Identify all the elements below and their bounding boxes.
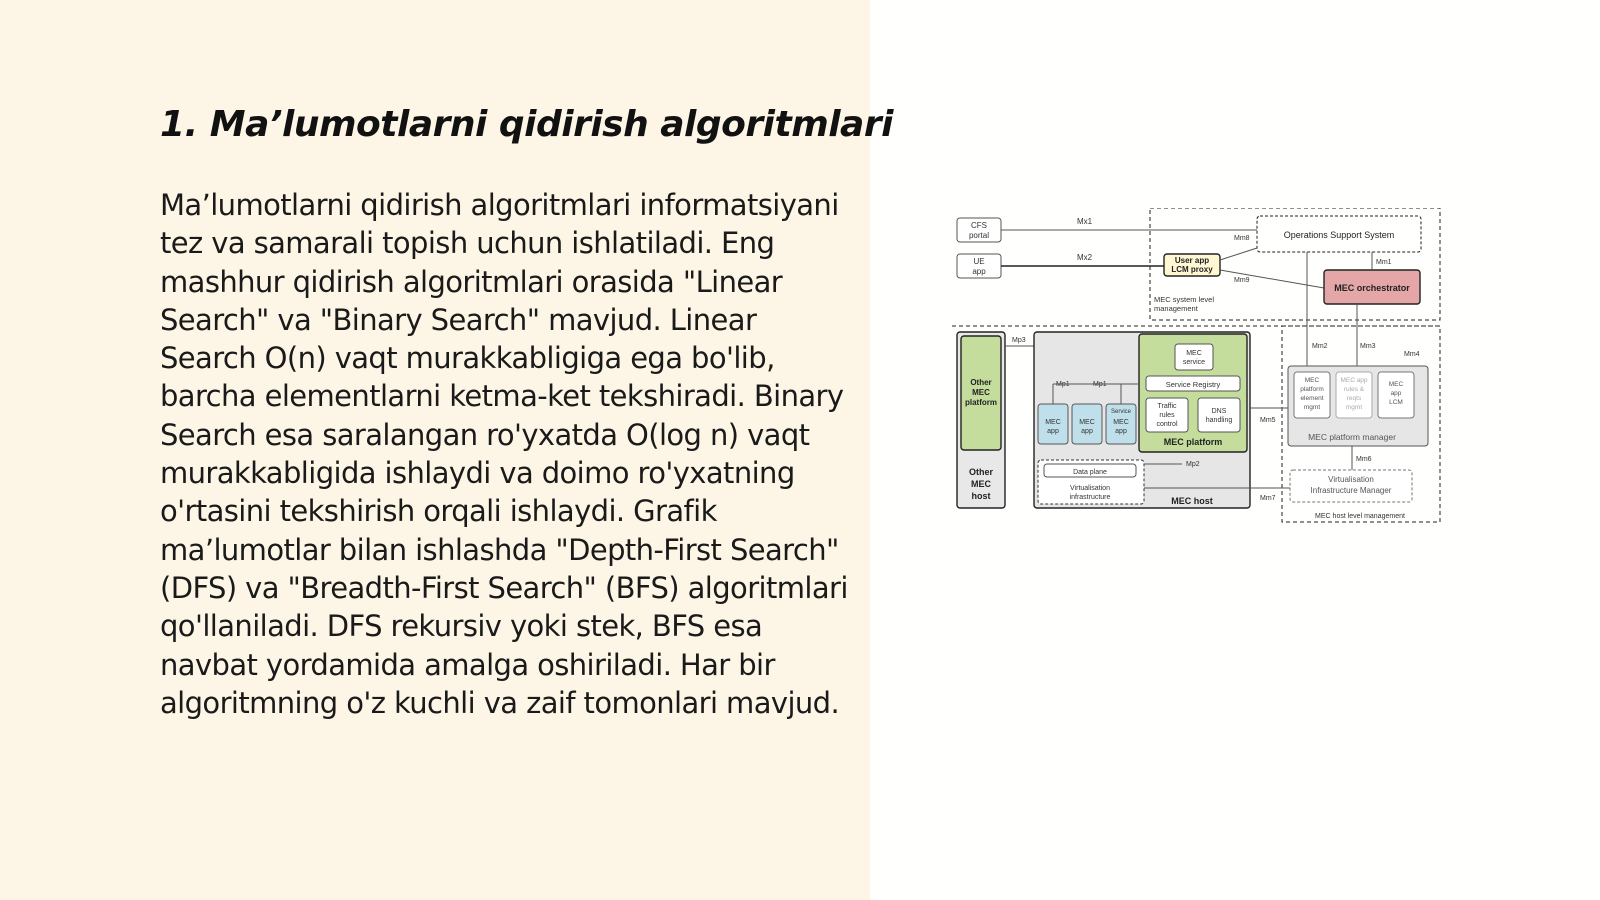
other-platform-label-1: Other (970, 378, 992, 387)
virt-infra-label-2: infrastructure (1069, 494, 1111, 501)
rrm-label-2: rules & (1343, 386, 1365, 393)
ref-mm1: Mm1 (1376, 259, 1392, 266)
dns-box (1198, 398, 1240, 432)
vim-label-2: Infrastructure Manager (1310, 486, 1392, 495)
mec-app-3-label-1: MEC (1113, 419, 1129, 426)
slide-body-text: Ma’lumotlarni qidirish algoritmlari informatsiyani tez va samarali topish uchun ishlatiladi. Eng mashhur qidirish algoritmlari orasida "Linear Search" va "Binary Search" mavjud. Linear Search O(n) vaqt murakkabligiga ega bo'lib, barcha elementlarni ketma-ket tekshiradi. Binary Search esa saralangan ro'yxatda O(log n) vaqt murakkabligida ishlaydi va doimo ro'yxatning o'rtasini tekshirish orqali ishlaydi. Grafik ma’lumotlar bilan ishlashda "Depth-First Search" (DFS) va "Breadth-First Search" (BFS) algoritmlari qo'llaniladi. DFS rekursiv yoki stek, BFS esa navbat yordamida amalga oshiriladi. Har bir algoritmning o'z kuchli va zaif tomonlari mavjud. (160, 188, 848, 720)
ref-mm5: Mm5 (1260, 417, 1276, 424)
proxy-label-1: User app (1174, 256, 1210, 265)
ref-mp2: Mp2 (1186, 461, 1200, 468)
ref-mx1: Mx1 (1077, 217, 1093, 226)
vim-label-1: Virtualisation (1328, 475, 1374, 484)
ref-mm6: Mm6 (1356, 456, 1372, 463)
ue-app-label-1: UE (973, 257, 985, 266)
cfs-portal-label-1: CFS (971, 221, 987, 230)
ue-app-label-2: app (972, 267, 986, 276)
mec-app-3-label-2: app (1115, 428, 1127, 435)
service-tag: Service (1110, 409, 1132, 415)
pem-label-4: mgmt (1303, 404, 1321, 411)
pem-label-1: MEC (1304, 377, 1320, 384)
other-platform-label-2: MEC (972, 388, 990, 397)
ref-mp3: Mp3 (1012, 337, 1026, 344)
data-plane-label: Data plane (1073, 469, 1107, 476)
ref-mm4: Mm4 (1404, 351, 1420, 358)
pem-label-2: platform (1300, 386, 1324, 393)
dns-label-2: handling (1205, 417, 1233, 424)
system-level-label-2: management (1154, 304, 1198, 313)
ref-mm2: Mm2 (1312, 343, 1328, 350)
other-platform-label-3: platform (965, 398, 997, 407)
lcm-label-2: app (1390, 390, 1402, 397)
system-level-label-1: MEC system level (1154, 295, 1215, 304)
traffic-label-2: rules (1159, 412, 1175, 419)
ref-mm3: Mm3 (1360, 343, 1376, 350)
traffic-label-3: control (1156, 421, 1178, 428)
virt-infra-label-1: Virtualisation (1070, 485, 1110, 492)
mec-architecture-diagram (952, 208, 1442, 528)
other-host-label-3: host (971, 491, 991, 501)
platform-manager-label: MEC platform manager (1308, 432, 1396, 442)
other-host-label-2: MEC (971, 479, 991, 489)
orchestrator-label: MEC orchestrator (1334, 283, 1410, 293)
mec-service-box (1175, 344, 1213, 370)
mec-platform-label: MEC platform (1163, 437, 1223, 447)
ref-mp1-a: Mp1 (1056, 381, 1070, 388)
mec-service-label-1: MEC (1186, 350, 1202, 357)
rrm-label-4: mgmt (1345, 404, 1363, 411)
lcm-label-3: LCM (1389, 399, 1403, 406)
dns-label-1: DNS (1211, 408, 1227, 415)
pem-label-3: element (1300, 395, 1324, 402)
ref-mm9: Mm9 (1234, 277, 1250, 284)
mec-app-1-label-1: MEC (1045, 419, 1061, 426)
oss-label: Operations Support System (1283, 230, 1395, 240)
ref-mm7: Mm7 (1260, 495, 1276, 502)
mec-app-2-label-2: app (1081, 428, 1093, 435)
rrm-label-1: MEC app (1340, 377, 1368, 384)
service-registry-label: Service Registry (1165, 380, 1221, 389)
mec-app-1-label-2: app (1047, 428, 1059, 435)
mec-host-label: MEC host (1171, 496, 1213, 506)
rrm-label-3: reqts (1346, 395, 1362, 402)
traffic-label-1: Traffic (1157, 403, 1177, 410)
ref-mx2: Mx2 (1077, 253, 1093, 262)
host-level-label: MEC host level management (1315, 513, 1405, 520)
cfs-portal-label-2: portal (968, 231, 990, 240)
slide-title: 1. Ma’lumotlarni qidirish algoritmlari (160, 104, 893, 145)
ref-mp1-b: Mp1 (1093, 381, 1107, 388)
mec-app-2-label-1: MEC (1079, 419, 1095, 426)
other-host-label-1: Other (968, 467, 994, 477)
ref-mm8: Mm8 (1234, 235, 1250, 242)
proxy-label-2: LCM proxy (1171, 265, 1213, 274)
lcm-label-1: MEC (1388, 381, 1404, 388)
mec-service-label-2: service (1182, 359, 1206, 366)
